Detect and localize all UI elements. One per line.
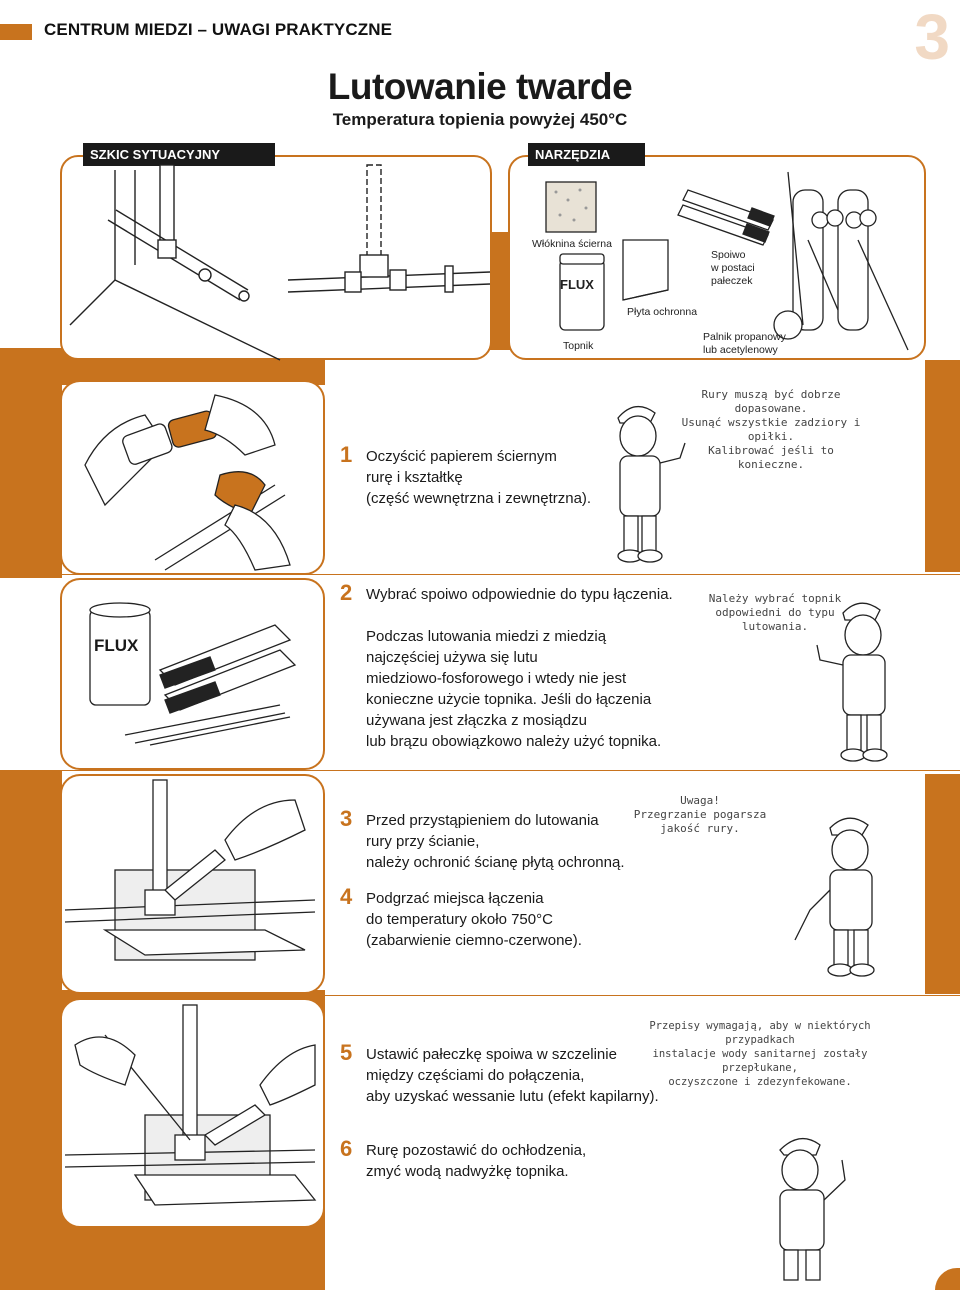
step2-flux-can-label: FLUX — [94, 636, 139, 655]
step2-flux-and-rods-drawing — [80, 595, 310, 755]
mascot-worker-2 — [805, 595, 915, 765]
tools-label: NARZĘDZIA — [528, 143, 645, 166]
mascot-worker-3 — [790, 810, 910, 980]
tool-label-wool: Włóknina ścierna — [532, 238, 612, 250]
left-orange-bar-2 — [0, 770, 62, 1000]
page-title: Lutowanie twarde — [327, 66, 633, 107]
situational-sketch — [60, 160, 492, 360]
step5-solder-drawing — [65, 1005, 320, 1220]
step-6-text: Rurę pozostawić do ochłodzenia, zmyć wodą nadwyżkę topnika. — [366, 1142, 587, 1180]
note-choose-flux: Należy wybrać topnik odpowiedni do typu lutowania. — [708, 592, 842, 633]
step-number-4: 4 — [340, 884, 353, 909]
step-2-text: Wybrać spoiwo odpowiednie do typu łączenia. — [366, 586, 673, 603]
note-overheating: Uwaga! Przegrzanie pogarsza jakość rury. — [633, 794, 767, 835]
step-number-2: 2 — [340, 580, 353, 605]
step-4-text: Podgrzać miejsca łączenia do temperatury około 750°C (zabarwienie ciemno-czerwone). — [366, 890, 582, 949]
page-number: 3 — [914, 1, 950, 73]
header-accent-bar — [0, 24, 32, 40]
step-5-text: Ustawić pałeczkę spoiwa w szczelinie między częściami do połączenia, aby uzyskać wessanie lutu (efekt kapilarny). — [366, 1046, 659, 1105]
divider-line-2 — [0, 770, 960, 771]
left-orange-bar-1 — [0, 348, 62, 578]
sketch-label: SZKIC SYTUACYJNY — [83, 143, 275, 166]
step-number-5: 5 — [340, 1040, 353, 1065]
page-subtitle: Temperatura topienia powyżej 450°C — [332, 110, 628, 129]
step-number-1: 1 — [340, 442, 353, 467]
tool-label-plate: Płyta ochronna — [627, 306, 698, 318]
step3-torch-drawing — [65, 780, 320, 990]
right-orange-bar-2 — [925, 774, 960, 994]
tool-flux-can-label: FLUX — [560, 277, 594, 292]
tool-label-rods: Spoiwo w postaci pałeczek — [711, 249, 755, 287]
note-pipes-fit: Rury muszą być dobrze dopasowane. Usunąć wszystkie zadziory i opiłki. Kalibrować jeśli to konieczne. — [681, 388, 861, 471]
divider-line-3 — [0, 995, 960, 996]
right-orange-bar-1 — [925, 360, 960, 572]
mascot-worker-4 — [760, 1120, 890, 1290]
step-number-6: 6 — [340, 1136, 353, 1161]
corner-accent — [935, 1268, 960, 1290]
step-1-text: Oczyścić papierem ściernym rurę i kształtkę (część wewnętrzna i zewnętrzna). — [366, 448, 592, 507]
section-header: CENTRUM MIEDZI – UWAGI PRAKTYCZNE — [44, 20, 393, 39]
step-2-paragraph: Podczas lutowania miedzi z miedzią najczęściej używa się lutu miedziowo-fosforowego i wtedy nie jest konieczne użycie topnika. Jeśli do łączenia używana jest złączka z mosiądzu lub brązu obowiązkowo należy użyć topnika. — [366, 628, 662, 750]
note-regulations: Przepisy wymagają, aby w niektórych przypadkach instalacje wody sanitarnej zostały przepłukane, oczyszczone i zdezynfekowane. — [649, 1020, 871, 1088]
tool-label-flux: Topnik — [563, 340, 594, 352]
tool-label-torch: Palnik propanowy lub acetylenowy — [703, 331, 786, 356]
step-3-text: Przed przystąpieniem do lutowania rury przy ścianie, należy ochronić ścianę płytą ochronną. — [366, 812, 625, 871]
step-number-3: 3 — [340, 806, 353, 831]
step1-hands-drawing — [75, 385, 315, 570]
